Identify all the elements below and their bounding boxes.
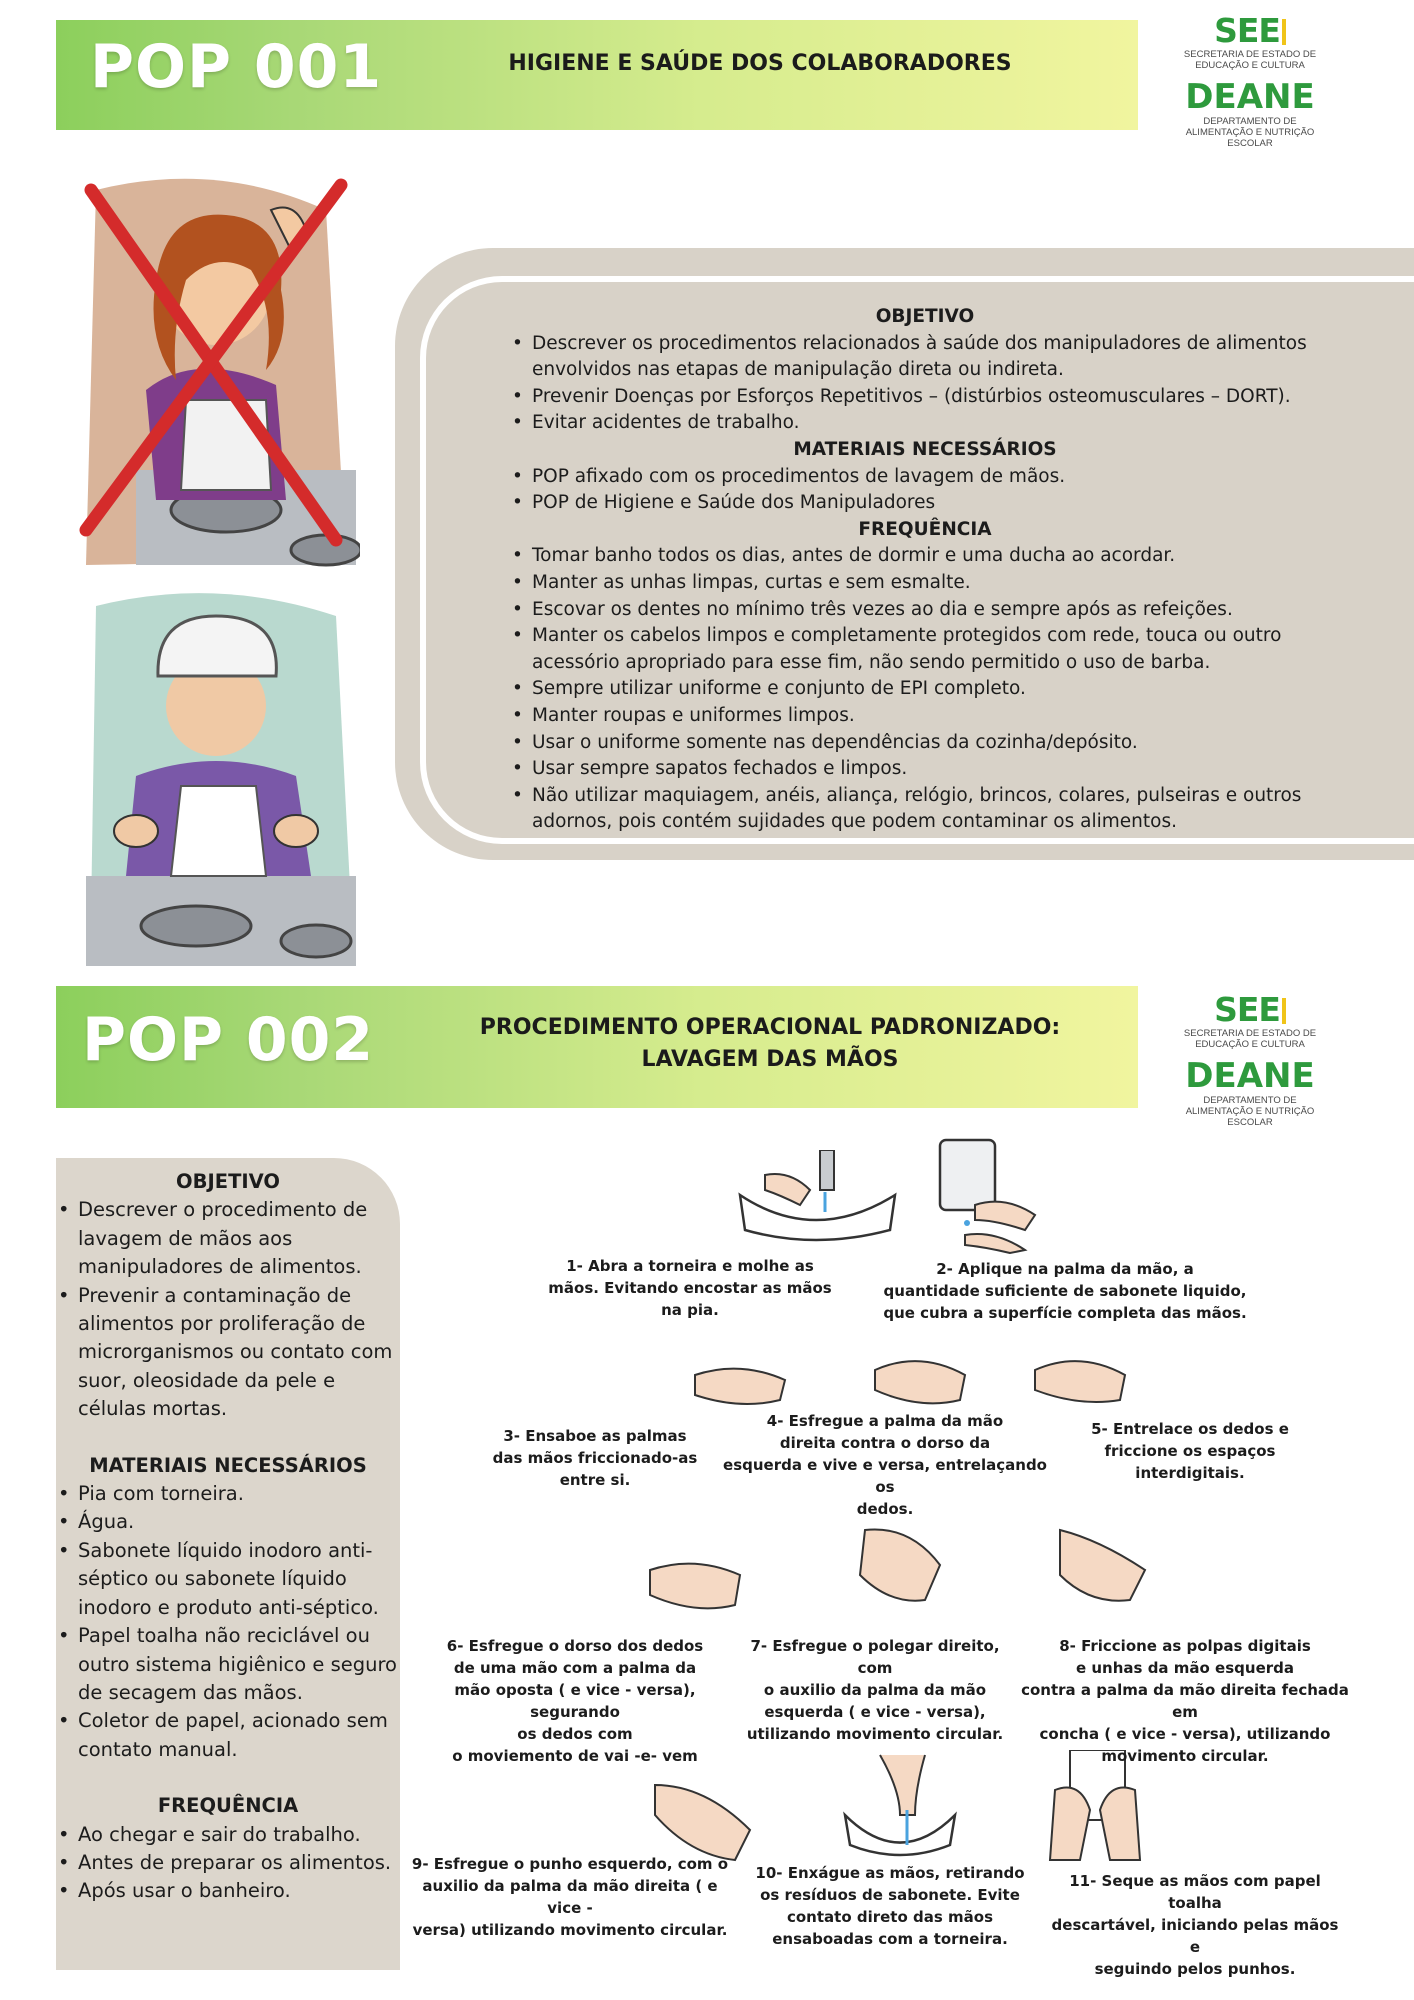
apron <box>181 400 271 490</box>
step-line: das mãos friccionado-as <box>492 1449 698 1467</box>
list-item: • POP afixado com os procedimentos de lavagem de mãos. <box>532 464 1340 491</box>
list-item: • Prevenir a contaminação de alimentos por proliferação de microrganismos ou contato com suor, oleosidade da pele e células mortas. <box>78 1282 398 1424</box>
step-line: de uma mão com a palma da <box>453 1659 697 1677</box>
pop001-logo <box>1175 11 1325 150</box>
step9-wrist-illustration <box>645 1775 755 1865</box>
list-item: • Tomar banho todos os dias, antes de dormir e uma ducha ao acordar. <box>532 543 1340 570</box>
sink-basin <box>845 1815 955 1855</box>
list-item: • Após usar o banheiro. <box>78 1877 398 1905</box>
burner <box>281 925 351 957</box>
pop002-frequencia-heading: FREQUÊNCIA <box>157 1794 299 1818</box>
step-4-caption <box>715 1410 1055 1520</box>
list-item: • Manter roupas e uniformes limpos. <box>532 703 1340 730</box>
pop002-title <box>455 1012 1085 1076</box>
list-item: • Descrever os procedimentos relacionados à saúde dos manipuladores de alimentos envolvidos nas etapas de manipulação direta ou indireta. <box>532 331 1340 384</box>
step1-sink-illustration <box>730 1150 900 1250</box>
list-item: • Evitar acidentes de trabalho. <box>532 410 1340 437</box>
list-item: • Manter as unhas limpas, curtas e sem esmalte. <box>532 570 1340 597</box>
step-line: 1- Abra a torneira e molhe as <box>566 1257 814 1275</box>
step-line: 11- Seque as mãos com papel toalha <box>1069 1872 1321 1912</box>
hand <box>114 815 158 847</box>
step-line: contra a palma da mão direita fechada em <box>1021 1681 1349 1721</box>
step-line: versa) utilizando movimento circular. <box>412 1921 728 1939</box>
wrong-cook-illustration <box>76 170 360 572</box>
step-line: dedos. <box>856 1500 914 1518</box>
step-line: 7- Esfregue o polegar direito, com <box>750 1637 1000 1677</box>
hands <box>655 1785 750 1860</box>
step-line: que cubra a superfície completa das mãos. <box>883 1304 1247 1322</box>
hands <box>860 1529 940 1600</box>
hands <box>1035 1361 1125 1402</box>
step-8-caption <box>1010 1635 1360 1767</box>
pop002-materiais-list <box>58 1480 398 1764</box>
pop002-materiais-heading: MATERIAIS NECESSÁRIOS <box>89 1453 367 1477</box>
step-5-caption <box>1070 1418 1310 1484</box>
step-line: esquerda ( e vice - versa), <box>764 1703 986 1721</box>
deane-logo-subtitle: DEPARTAMENTO DE ALIMENTAÇÃO E NUTRIÇÃO ESCOLAR <box>1185 115 1315 149</box>
step-line: 9- Esfregue o punho esquerdo, com o <box>411 1855 729 1873</box>
step-line: descartável, iniciando pelas mãos e <box>1051 1916 1339 1956</box>
burner <box>291 535 360 565</box>
step-line: o moviemento de vai -e- vem <box>452 1747 698 1765</box>
list-item: • Não utilizar maquiagem, anéis, aliança, relógio, brincos, colares, pulseiras e outros adornos, pois contém sujidades que podem contaminar os alimentos. <box>532 783 1340 836</box>
step4-back-of-hand-illustration <box>870 1345 970 1415</box>
see-logo-subtitle: SECRETARIA DE ESTADO DE EDUCAÇÃO E CULTURA <box>1183 49 1317 71</box>
deane-logo-subtitle: DEPARTAMENTO DE ALIMENTAÇÃO E NUTRIÇÃO ESCOLAR <box>1185 1094 1315 1128</box>
list-item: • Ao chegar e sair do trabalho. <box>78 1821 398 1849</box>
pop002-number: POP 002 <box>82 1005 375 1075</box>
step-1-caption <box>545 1255 835 1321</box>
see-logo-subtitle: SECRETARIA DE ESTADO DE EDUCAÇÃO E CULTURA <box>1183 1028 1317 1050</box>
step-line: interdigitais. <box>1135 1464 1245 1482</box>
step-2-caption <box>880 1258 1250 1324</box>
step-line: auxilio da palma da mão direita ( e vice - <box>422 1877 718 1917</box>
list-item: • Escovar os dentes no mínimo três vezes ao dia e sempre após as refeições. <box>532 597 1340 624</box>
step10-rinse-illustration <box>840 1750 960 1865</box>
step-line: 10- Enxágue as mãos, retirando <box>755 1864 1025 1882</box>
step-line: direita contra o dorso da <box>779 1434 991 1452</box>
list-item: • Manter os cabelos limpos e completamente protegidos com rede, touca ou outro acessório apropriado para esse fim, não sendo permitido o uso de barba. <box>532 623 1340 676</box>
list-item: • Pia com torneira. <box>78 1480 398 1508</box>
list-item: • Descrever o procedimento de lavagem de mãos aos manipuladores de alimentos. <box>78 1196 398 1281</box>
step-line: e unhas da mão esquerda <box>1075 1659 1294 1677</box>
pop002-objetivo-list <box>58 1196 398 1423</box>
see-logo-text: SEE <box>1175 993 1325 1026</box>
deane-logo-text: DEANE <box>1185 76 1315 117</box>
step-line: 4- Esfregue a palma da mão <box>766 1412 1004 1430</box>
burner <box>141 906 251 946</box>
pop001-objetivo-list <box>510 331 1340 437</box>
pop001-materiais-heading: MATERIAIS NECESSÁRIOS <box>793 438 1057 460</box>
hands <box>875 1361 965 1403</box>
pop002-frequencia-list <box>58 1821 398 1906</box>
step-line: 2- Aplique na palma da mão, a <box>936 1260 1194 1278</box>
correct-cook-illustration <box>76 576 360 966</box>
step-9-caption <box>410 1853 730 1941</box>
soap-dispenser <box>940 1140 995 1210</box>
pop001-info-text <box>510 304 1340 836</box>
list-item: • Sabonete líquido inodoro anti-séptico ou sabonete líquido inodoro e produto anti-séptico. <box>78 1537 398 1622</box>
pop001-frequencia-heading: FREQUÊNCIA <box>858 518 992 540</box>
pop001-number: POP 001 <box>90 32 383 102</box>
step6-fingers-illustration <box>645 1550 745 1620</box>
apron <box>171 786 266 876</box>
hands <box>695 1369 785 1404</box>
step7-thumb-illustration <box>850 1520 950 1610</box>
deane-logo-text: DEANE <box>1185 1055 1315 1096</box>
sink-basin <box>740 1195 895 1240</box>
step-line: utilizando movimento circular. <box>746 1725 1004 1743</box>
soap-drop <box>964 1220 970 1226</box>
step-line: 5- Entrelace os dedos e <box>1091 1420 1289 1438</box>
step2-dispenser-illustration <box>935 1135 1055 1255</box>
step-line: esquerda e vive e versa, entrelaçando os <box>723 1456 1047 1496</box>
pop001-title: HIGIENE E SAÚDE DOS COLABORADORES <box>508 51 1012 76</box>
list-item: • Prevenir Doenças por Esforços Repetitivos – (distúrbios osteomusculares – DORT). <box>532 384 1340 411</box>
hand <box>965 1234 1025 1253</box>
pop002-objetivo-heading: OBJETIVO <box>176 1170 280 1193</box>
step-line: 6- Esfregue o dorso dos dedos <box>446 1637 704 1655</box>
list-item: • Água. <box>78 1508 398 1536</box>
list-item: • POP de Higiene e Saúde dos Manipuladores <box>532 490 1340 517</box>
hand <box>1050 1788 1090 1861</box>
step-10-caption <box>755 1862 1025 1950</box>
list-item: • Sempre utilizar uniforme e conjunto de EPI completo. <box>532 676 1340 703</box>
step-line: os resíduos de sabonete. Evite <box>760 1886 1020 1904</box>
step-line: entre si. <box>559 1471 631 1489</box>
pop002-logo <box>1175 990 1325 1129</box>
step-line: os dedos com <box>517 1725 633 1743</box>
hands <box>880 1755 925 1815</box>
see-logo-text: SEE <box>1175 14 1325 47</box>
list-item: • Usar o uniforme somente nas dependências da cozinha/depósito. <box>532 730 1340 757</box>
step3-palms-illustration <box>690 1355 790 1415</box>
hand <box>765 1174 810 1205</box>
step8-fingertips-illustration <box>1050 1520 1150 1610</box>
step11-dry-illustration <box>1040 1750 1150 1865</box>
hands <box>650 1564 740 1609</box>
hand <box>975 1202 1035 1230</box>
step-line: mãos. Evitando encostar as mãos <box>548 1279 832 1297</box>
hands <box>1060 1530 1145 1601</box>
faucet <box>820 1150 834 1190</box>
pop001-objetivo-heading: OBJETIVO <box>875 306 975 327</box>
pop001-materiais-list <box>510 464 1340 517</box>
pop002-title-line2: LAVAGEM DAS MÃOS <box>641 1046 899 1072</box>
step-line: contato direto das mãos <box>786 1908 993 1926</box>
step5-interlace-illustration <box>1030 1345 1130 1410</box>
step-11-caption <box>1045 1870 1345 1980</box>
list-item: • Antes de preparar os alimentos. <box>78 1849 398 1877</box>
pop002-title-line1: PROCEDIMENTO OPERACIONAL PADRONIZADO: <box>479 1015 1061 1040</box>
step-line: o auxilio da palma da mão <box>763 1681 987 1699</box>
step-line: movimento circular. <box>1101 1747 1269 1765</box>
pop002-info-text <box>58 1168 398 1906</box>
step-3-caption <box>470 1425 720 1491</box>
pop001-frequencia-list <box>510 543 1340 836</box>
step-line: quantidade suficiente de sabonete liquido, <box>883 1282 1247 1300</box>
list-item: • Usar sempre sapatos fechados e limpos. <box>532 756 1340 783</box>
step-line: 3- Ensaboe as palmas <box>503 1427 687 1445</box>
step-line: concha ( e vice - versa), utilizando <box>1039 1725 1331 1743</box>
list-item: • Papel toalha não reciclável ou outro sistema higiênico e seguro de secagem das mãos. <box>78 1622 398 1707</box>
list-item: • Coletor de papel, acionado sem contato manual. <box>78 1707 398 1764</box>
step-line: na pia. <box>661 1301 719 1319</box>
step-line: seguindo pelos punhos. <box>1094 1960 1296 1978</box>
step-line: mão oposta ( e vice - versa), segurando <box>454 1681 696 1721</box>
step-6-caption <box>415 1635 735 1767</box>
step-line: friccione os espaços <box>1104 1442 1276 1460</box>
hand <box>274 815 318 847</box>
hand <box>1100 1788 1140 1861</box>
step-line: ensaboadas com a torneira. <box>772 1930 1008 1948</box>
step-7-caption <box>735 1635 1015 1745</box>
step-line: 8- Friccione as polpas digitais <box>1059 1637 1311 1655</box>
